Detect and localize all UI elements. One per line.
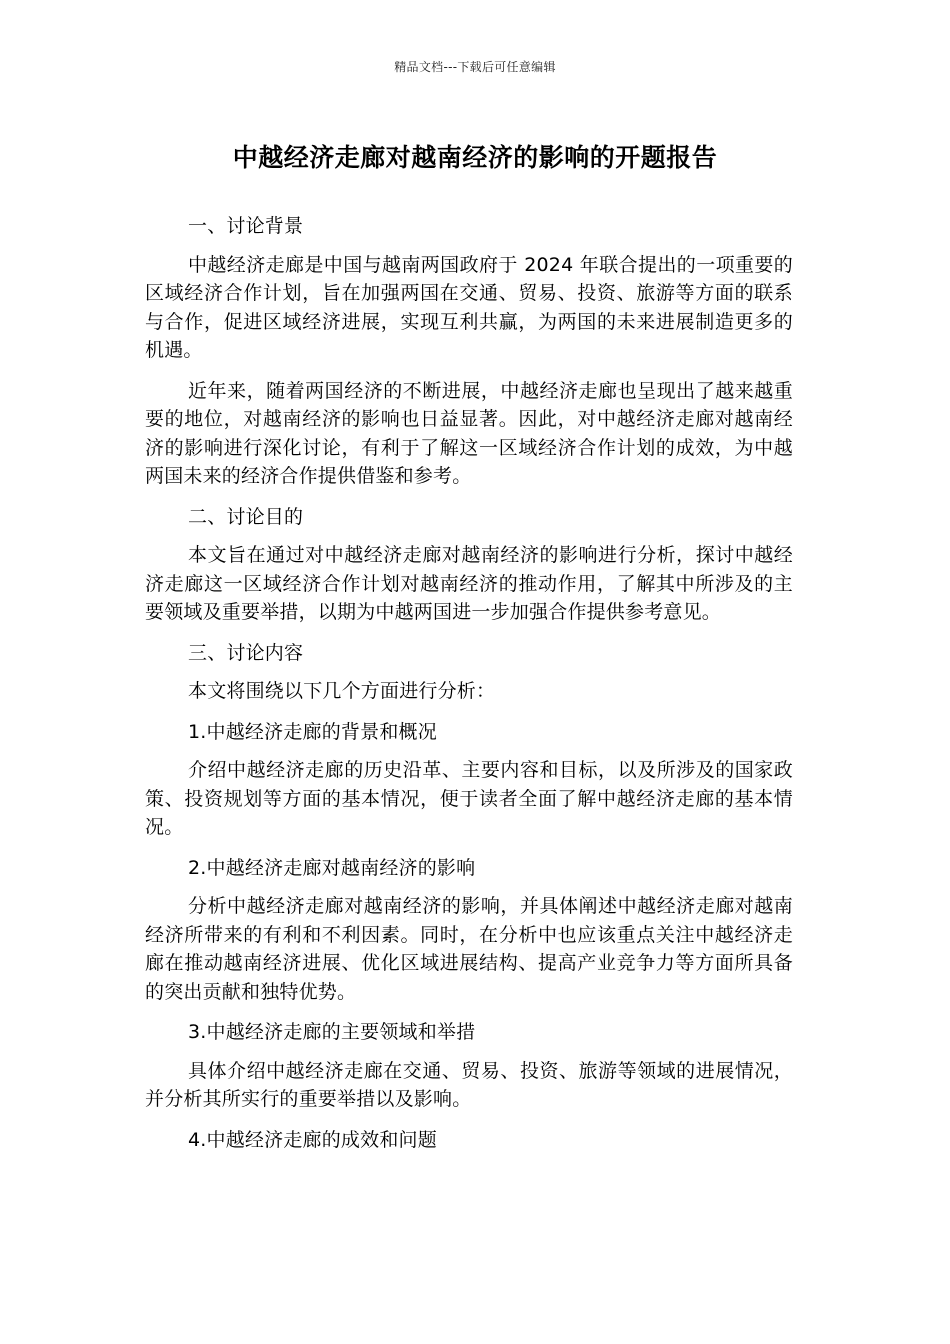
page-header: 精品文档---下载后可任意编辑 bbox=[394, 60, 556, 74]
subheading-1: 1.中越经济走廊的背景和概况 bbox=[188, 720, 437, 743]
paragraph-content-intro: 本文将围绕以下几个方面进行分析： bbox=[188, 680, 496, 702]
section-heading-background: 一、讨论背景 bbox=[188, 215, 304, 237]
subheading-3: 3.中越经济走廊的主要领域和举措 bbox=[188, 1021, 476, 1043]
paragraph-sub-1: 介绍中越经济走廊的历史沿革、主要内容和目标，以及所涉及的国家政策、投资规划等方面的基本情况，便于读者全面了解中越经济走廊的基本情况。 bbox=[145, 759, 793, 838]
subheading-2: 2.中越经济走廊对越南经济的影响 bbox=[188, 856, 476, 879]
section-heading-purpose: 二、讨论目的 bbox=[188, 505, 304, 528]
paragraph-background-2: 近年来，随着两国经济的不断进展，中越经济走廊也呈现出了越来越重要的地位，对越南经济的影响也日益显著。因此，对中越经济走廊对越南经济的影响进行深化讨论，有利于了解这一区域经济合作计划的成效，为中越两国未来的经济合作提供借鉴和参考。 bbox=[145, 379, 793, 487]
paragraph-background-1: 中越经济走廊是中国与越南两国政府于 2024 年联合提出的一项重要的区域经济合作计划，旨在加强两国在交通、贸易、投资、旅游等方面的联系与合作，促进区域经济进展，实现互利共赢，为两国的未来进展制造更多的机遇。 bbox=[145, 253, 793, 361]
section-heading-content: 三、讨论内容 bbox=[188, 641, 304, 664]
document-title: 中越经济走廊对越南经济的影响的开题报告 bbox=[232, 143, 718, 172]
document-body bbox=[145, 212, 793, 1164]
subheading-4: 4.中越经济走廊的成效和问题 bbox=[188, 1128, 437, 1151]
paragraph-purpose: 本文旨在通过对中越经济走廊对越南经济的影响进行分析，探讨中越经济走廊这一区域经济合作计划对越南经济的推动作用，了解其中所涉及的主要领域及重要举措，以期为中越两国进一步加强合作提供参考意见。 bbox=[145, 544, 793, 623]
paragraph-sub-2: 分析中越经济走廊对越南经济的影响，并具体阐述中越经济走廊对越南经济所带来的有利和不利因素。同时，在分析中也应该重点关注中越经济走廊在推动越南经济进展、优化区域进展结构、提高产业竞争力等方面所具备的突出贡献和独特优势。 bbox=[145, 895, 793, 1003]
paragraph-sub-3: 具体介绍中越经济走廊在交通、贸易、投资、旅游等领域的进展情况，并分析其所实行的重要举措以及影响。 bbox=[145, 1059, 793, 1110]
